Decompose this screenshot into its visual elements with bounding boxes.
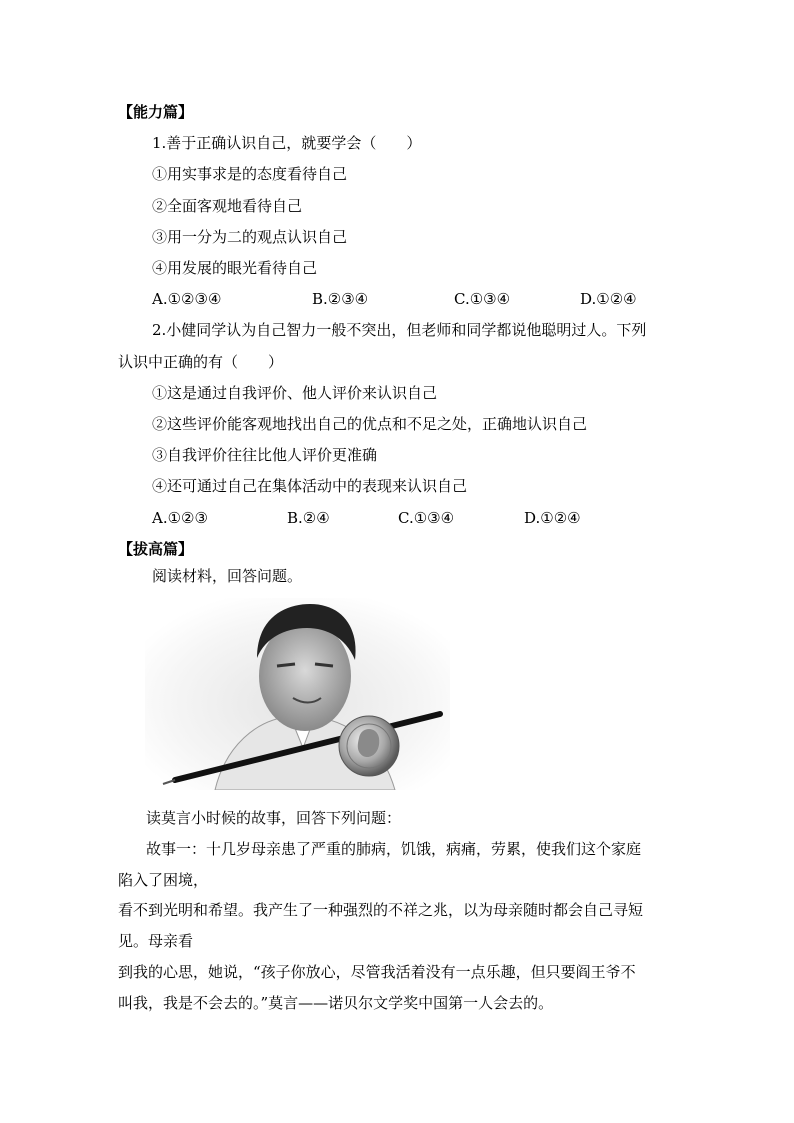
q1-option-a: A.①②③④: [152, 290, 222, 308]
story-prompt: 读莫言小时候的故事，回答下列问题：: [146, 809, 402, 827]
q2-statement-3: ③自我评价往往比他人评价更准确: [152, 446, 378, 464]
q1-statement-3: ③用一分为二的观点认识自己: [152, 228, 348, 246]
q1-option-d: D.①②④: [580, 290, 637, 308]
q2-option-b: B.②④: [287, 509, 330, 527]
q2-statement-1: ①这是通过自我评价、他人评价来认识自己: [152, 384, 438, 402]
story-line-2: 陷入了困境，: [118, 871, 209, 889]
q1-option-c: C.①③④: [454, 290, 511, 308]
story-line-6: 叫我，我是不会去的。”莫言——诺贝尔文学奖中国第一人会去的。: [118, 994, 554, 1012]
q2-option-c: C.①③④: [398, 509, 455, 527]
story-line-3: 看不到光明和希望。我产生了一种强烈的不祥之兆，以为母亲随时都会自己寻短: [118, 901, 644, 919]
section-heading-advanced: 【拔高篇】: [118, 540, 194, 558]
q2-statement-4: ④还可通过自己在集体活动中的表现来认识自己: [152, 477, 468, 495]
story-line-5: 到我的心思，她说，“孩子你放心，尽管我活着没有一点乐趣，但只要阎王爷不: [118, 963, 636, 981]
q2-statement-2: ②这些评价能客观地找出自己的优点和不足之处，正确地认识自己: [152, 415, 588, 433]
q1-statement-4: ④用发展的眼光看待自己: [152, 259, 318, 277]
q1-option-b: B.②③④: [312, 290, 369, 308]
mo-yan-portrait-image: [145, 598, 450, 790]
section-heading-ability: 【能力篇】: [118, 103, 194, 121]
q2-option-a: A.①②③: [152, 509, 208, 527]
question-2-stem-line1: 2.小健同学认为自己智力一般不突出，但老师和同学都说他聪明过人。下列: [152, 321, 647, 339]
story-line-1: 故事一：十几岁母亲患了严重的肺病，饥饿，病痛，劳累，使我们这个家庭: [146, 840, 642, 858]
question-2-stem-line2: 认识中正确的有（ ）: [118, 353, 284, 371]
question-1-stem: 1.善于正确认识自己，就要学会（ ）: [152, 134, 422, 152]
reading-instruction: 阅读材料，回答问题。: [152, 567, 303, 585]
q1-statement-2: ②全面客观地看待自己: [152, 197, 303, 215]
q1-statement-1: ①用实事求是的态度看待自己: [152, 165, 348, 183]
story-line-4: 见。母亲看: [118, 932, 194, 950]
q2-option-d: D.①②④: [524, 509, 581, 527]
